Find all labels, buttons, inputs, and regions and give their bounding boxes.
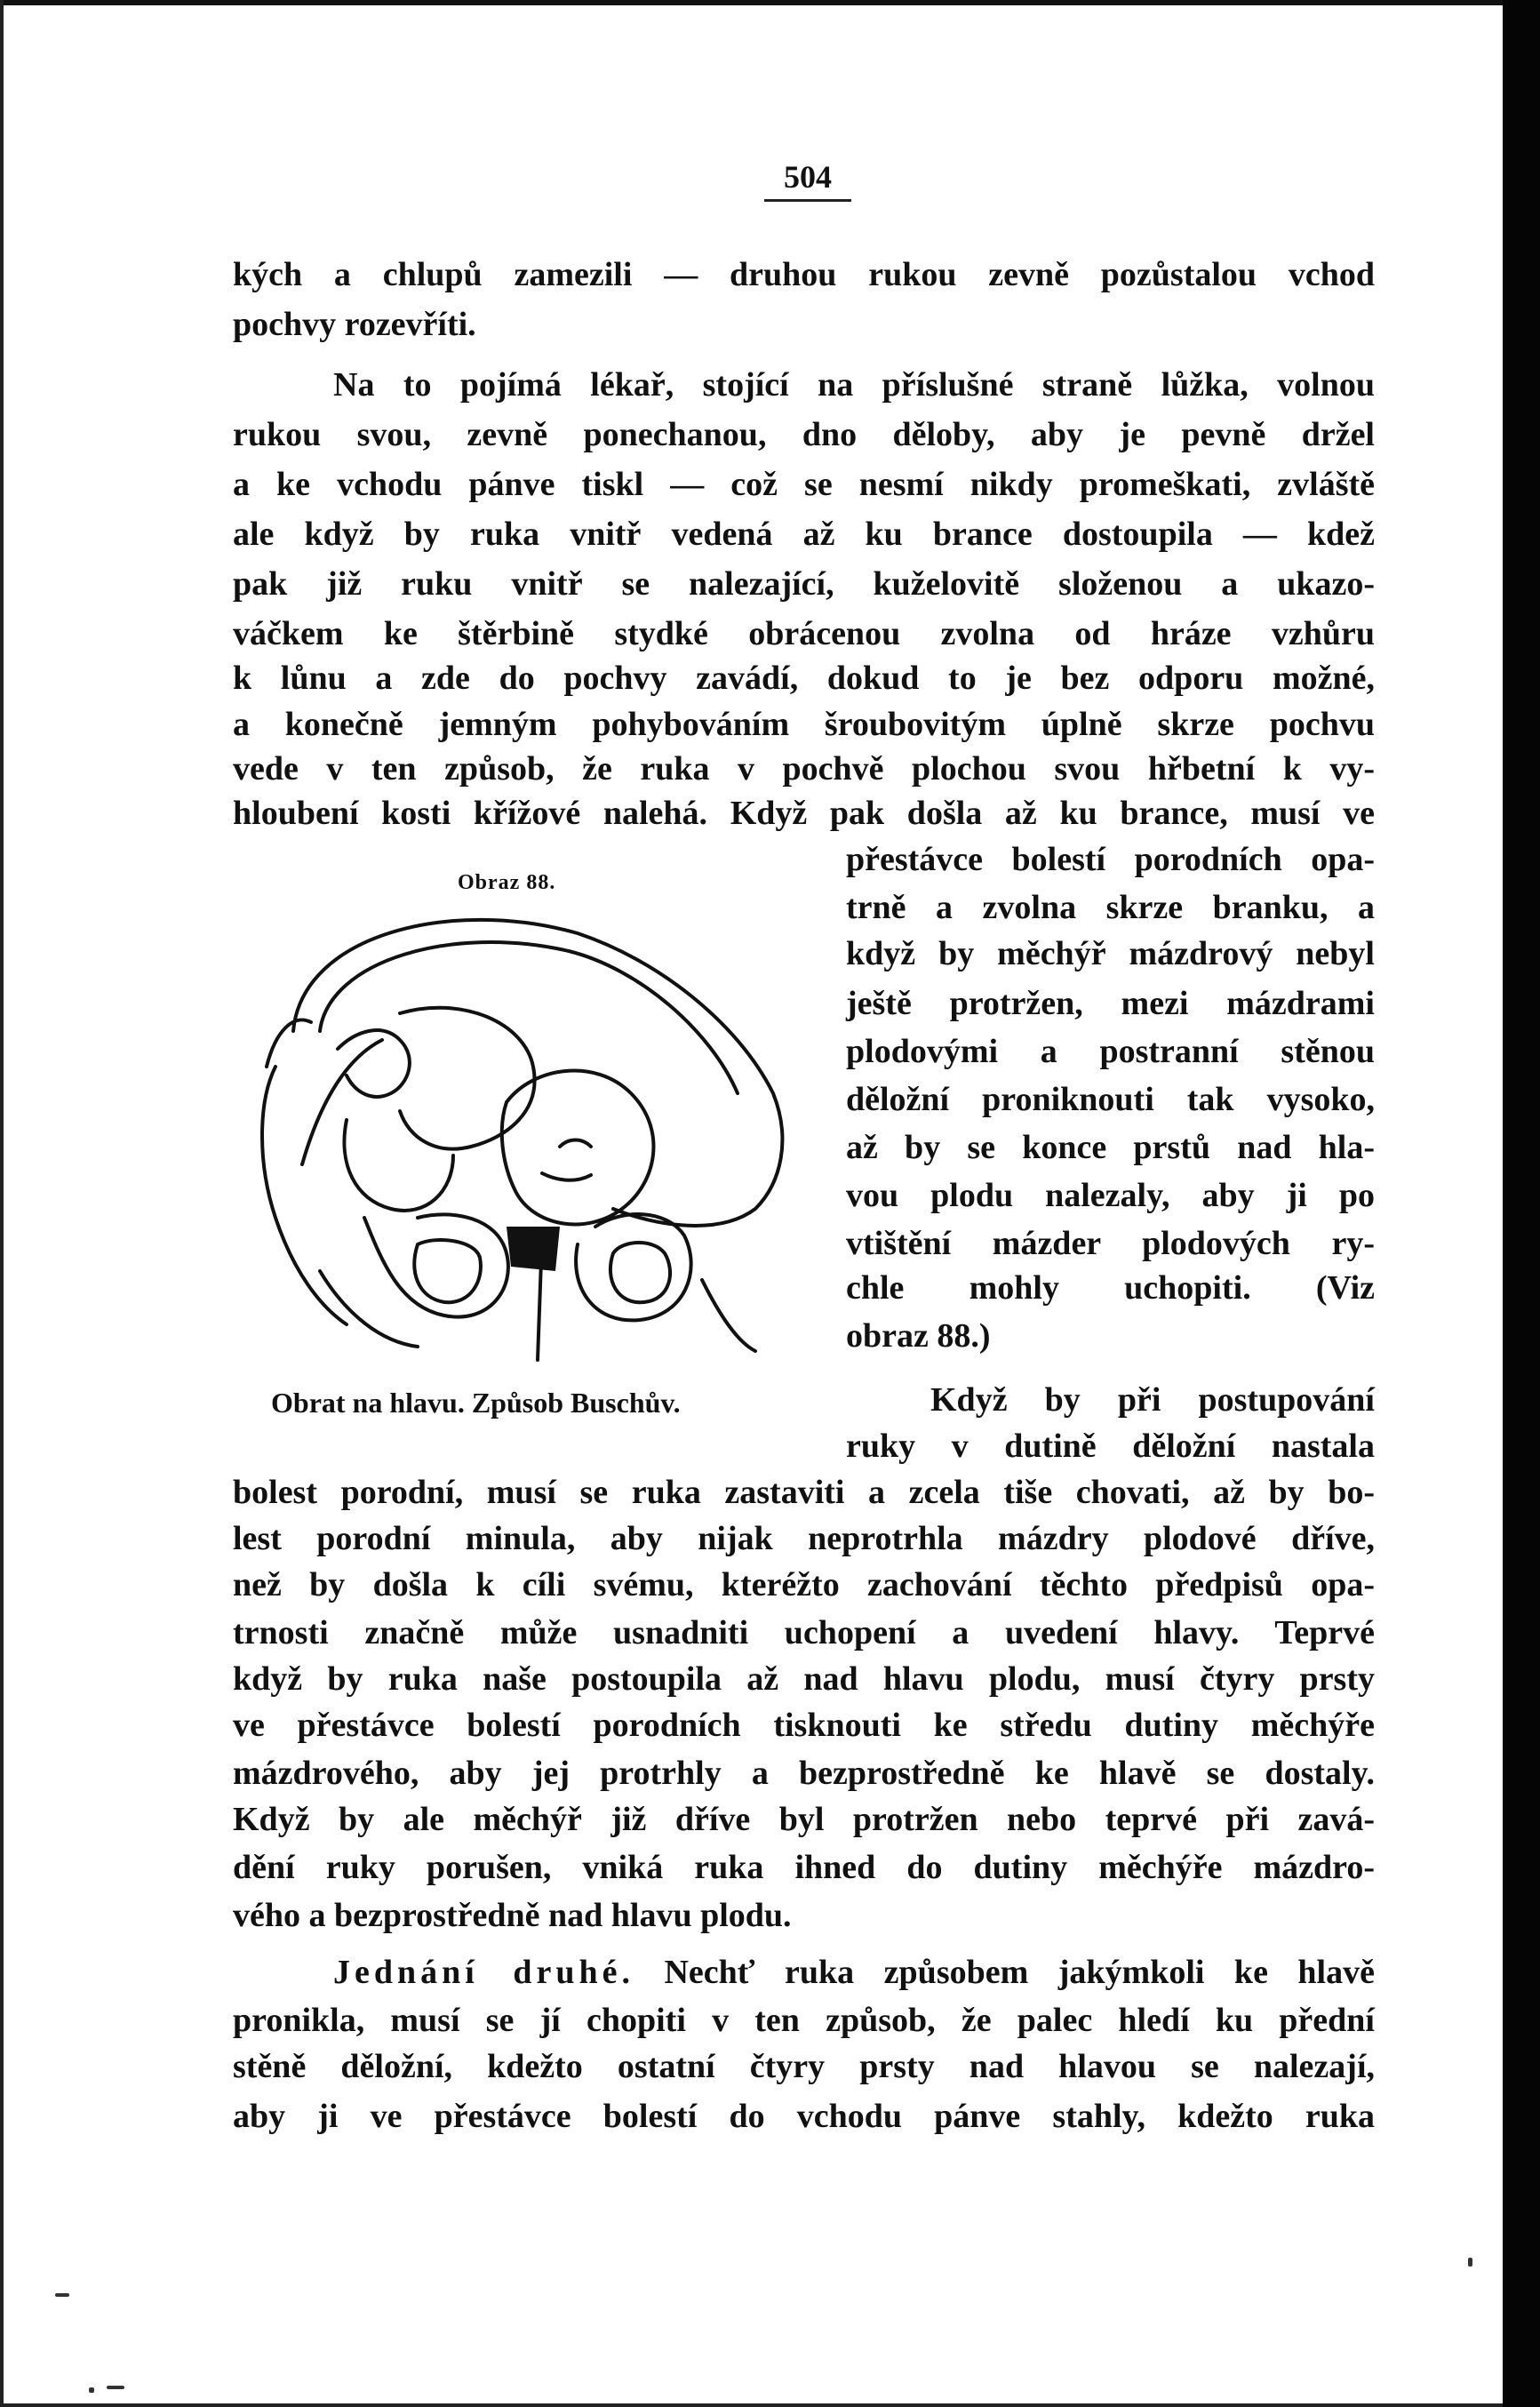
text-line: když by měchýř mázdrový nebyl: [846, 935, 1375, 972]
hand-fingers: [302, 1040, 382, 1164]
text-line: mázdrového, aby jej protrhly a bezprostředně ke hlavě se dostaly.: [233, 1755, 1375, 1792]
text-line: ale když by ruka vnitř vedená až ku brance dostoupila — kdež: [233, 516, 1375, 553]
text-line: děložní proniknouti tak vysoko,: [846, 1081, 1375, 1118]
pelvis-right: [576, 1214, 691, 1320]
figure-caption: Obrat na hlavu. Způsob Buschův.: [271, 1387, 681, 1419]
scan-border-left: [0, 0, 4, 2407]
hand-thumb: [267, 1020, 311, 1067]
text-line: ještě protržen, mezi mázdrami: [846, 985, 1375, 1022]
text-line: vého a bezprostředně nad hlavu plodu.: [233, 1897, 792, 1934]
text-line: ve přestávce bolestí porodních tisknouti ke středu dutiny měchýře: [233, 1707, 1375, 1744]
figure-illustration: [240, 898, 809, 1378]
text-line: než by došla k cíli svému, kteréžto zachování těchto předpisů opa-: [233, 1566, 1375, 1603]
text-line: obraz 88.): [846, 1317, 991, 1355]
text-line: pak již ruku vnitř se nalezající, kuželovitě složenou a ukazo-: [233, 565, 1375, 603]
text-line: ruky v dutině děložní nastala: [846, 1427, 1375, 1465]
pelvis-opening-left: [414, 1240, 481, 1302]
text-line: kých a chlupů zamezili — druhou rukou zevně pozůstalou vchod: [233, 256, 1375, 293]
text-line: pronikla, musí se jí chopiti v ten způsob, že palec hledí ku přední: [233, 2002, 1375, 2039]
text-line: Když by ale měchýř již dříve byl protržen nebo teprvé při zavá-: [233, 1801, 1375, 1838]
text-line: trnosti značně může usnadniti uchopení a uvedení hlavy. Teprvé: [233, 1614, 1375, 1651]
text-line: k lůnu a zde do pochvy zavádí, dokud to je bez odporu možné,: [233, 660, 1375, 697]
hand-back: [262, 1067, 347, 1324]
text-line: když by ruka naše postoupila až nad hlavu plodu, musí čtyry prsty: [233, 1660, 1375, 1698]
text-line: a ke vchodu pánve tiskl — což se nesmí nikdy promeškati, zvláště: [233, 466, 1375, 503]
uterus-outline: [293, 920, 782, 1226]
scan-border-top: [0, 0, 1540, 5]
text-line: plodovými a postranní stěnou: [846, 1033, 1375, 1070]
fetus-head: [502, 1071, 654, 1225]
text-line: stěně děložní, kdežto ostatní čtyry prsty nad hlavou se nalezají,: [233, 2048, 1375, 2085]
text-line: chle mohly uchopiti. (Viz: [846, 1269, 1375, 1307]
text-line: a konečně jemným pohybováním šroubovitým úplně skrze pochvu: [233, 706, 1375, 743]
text-line: rukou svou, zevně ponechanou, dno děloby, aby je pevně držel: [233, 416, 1375, 453]
text-line: váčkem ke štěrbině stydké obrácenou zvolna od hráze vzhůru: [233, 615, 1375, 652]
text-line: lest porodní minula, aby nijak neprotrhla mázdry plodové dříve,: [233, 1520, 1375, 1557]
text-line: vtištění mázder plodových ry-: [846, 1225, 1375, 1262]
text-line: bolest porodní, musí se ruka zastaviti a zcela tiše chovati, až by bo-: [233, 1474, 1375, 1511]
pelvis-opening-right: [610, 1243, 670, 1302]
text-line: trně a zvolna skrze branku, a: [846, 889, 1375, 926]
fetus-body: [400, 1008, 535, 1149]
text-line: hloubení kosti křížové nalehá. Když pak došla až ku brance, musí ve: [233, 795, 1375, 832]
scan-speck: [55, 2293, 69, 2297]
text-line: přestávce bolestí porodních opa-: [846, 841, 1375, 878]
page-number: 504: [764, 158, 851, 202]
text-line: Když by při postupování: [930, 1381, 1375, 1419]
figure-label: Obraz 88.: [458, 871, 556, 894]
text-line: Na to pojímá lékař, stojící na příslušné straně lůžka, volnou: [333, 366, 1375, 404]
text-line: pochvy rozevříti.: [233, 306, 476, 343]
text-line: vede v ten způsob, že ruka v pochvě plochou svou hřbetní k vy-: [233, 750, 1375, 788]
scan-border-right: [1503, 0, 1540, 2407]
section-first-line: [333, 1952, 1375, 1993]
heading-line-rest: Nechť ruka způsobem jakýmkoli ke hlavě: [664, 1954, 1375, 1991]
text-line: dění ruky porušen, vniká ruka ihned do dutiny měchýře mázdro-: [233, 1849, 1375, 1886]
fetus-face: [542, 1140, 591, 1180]
scan-speck: [89, 2387, 94, 2393]
fetus-arm: [338, 1030, 410, 1097]
text-line: vou plodu nalezaly, aby ji po: [846, 1177, 1375, 1214]
fetus-leg: [344, 1120, 453, 1211]
pelvic-shadow: [507, 1227, 560, 1271]
text-line: až by se konce prstů nad hla-: [846, 1129, 1375, 1166]
uterus-inner-outline: [320, 942, 738, 1093]
scan-speck: [107, 2386, 124, 2389]
text-line: aby ji ve přestávce bolestí do vchodu pánve stahly, kdežto ruka: [233, 2098, 1375, 2135]
scan-border-bottom: [0, 2403, 1540, 2407]
scan-speck: [1468, 2258, 1472, 2267]
section-heading: Jednání druhé.: [333, 1954, 634, 1991]
